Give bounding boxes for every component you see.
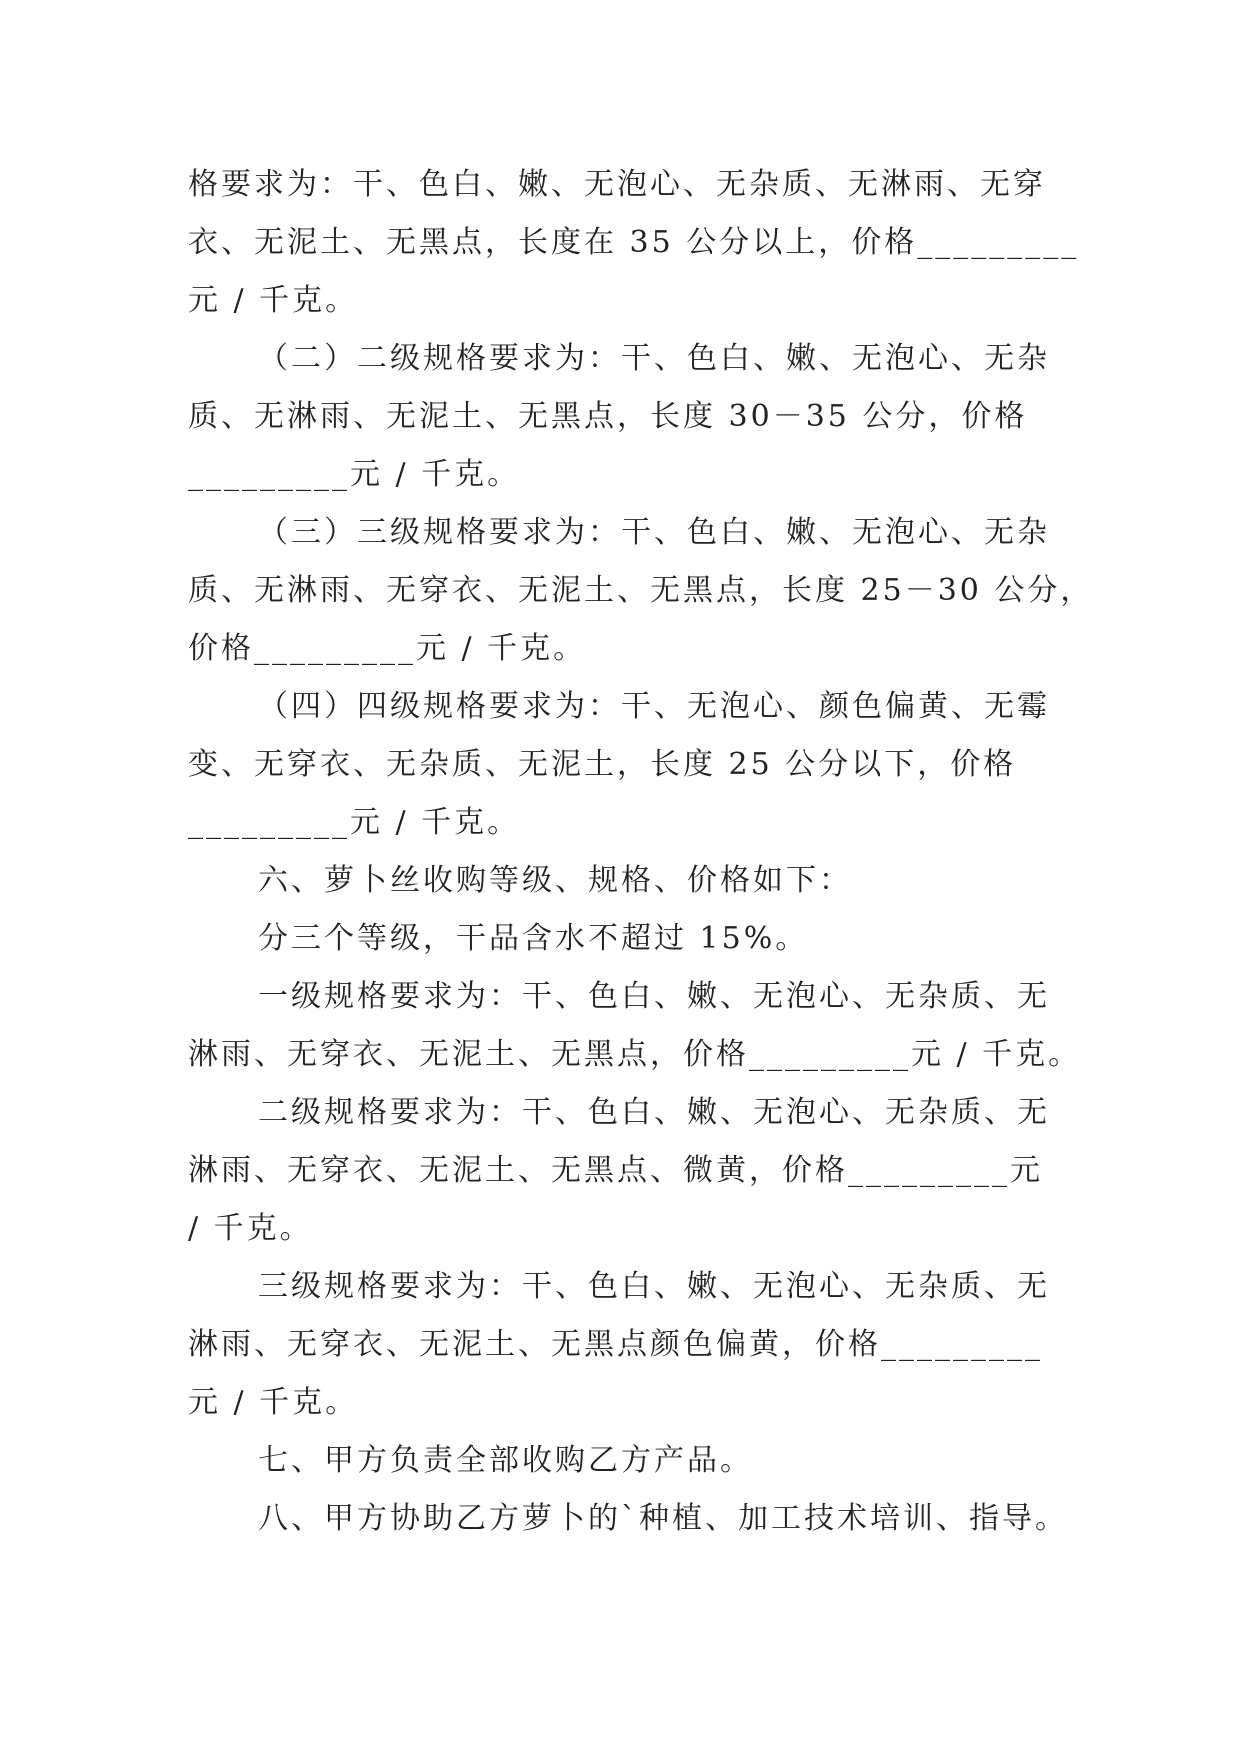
paragraph-start-grade-3: （三）三级规格要求为：干、色白、嫩、无泡心、无杂 [258, 515, 1050, 550]
text-line: 元 / 千克。 [188, 283, 359, 318]
paragraph-start-shred-grade-3: 三级规格要求为：干、色白、嫩、无泡心、无杂质、无 [258, 1269, 1050, 1304]
text-line: 质、无淋雨、无泥土、无黑点，长度 30－35 公分，价格 [188, 399, 1028, 434]
paragraph-start-grade-4: （四）四级规格要求为：干、无泡心、颜色偏黄、无霉 [258, 689, 1050, 724]
text-line: 质、无淋雨、无穿衣、无泥土、无黑点，长度 25－30 公分， [188, 573, 1094, 608]
section-heading-8: 八、甲方协助乙方萝卜的`种植、加工技术培训、指导。 [258, 1501, 1068, 1536]
text-line: 衣、无泥土、无黑点，长度在 35 公分以上，价格_________ [188, 225, 1080, 260]
paragraph-start-shred-grade-2: 二级规格要求为：干、色白、嫩、无泡心、无杂质、无 [258, 1095, 1050, 1130]
text-line: 格要求为：干、色白、嫩、无泡心、无杂质、无淋雨、无穿 [188, 167, 1046, 202]
text-line: 元 / 千克。 [188, 1385, 359, 1420]
text-line: 淋雨、无穿衣、无泥土、无黑点颜色偏黄，价格_________ [188, 1327, 1043, 1362]
text-line: 淋雨、无穿衣、无泥土、无黑点，价格_________元 / 千克。 [188, 1037, 1082, 1072]
paragraph-start-grade-2: （二）二级规格要求为：干、色白、嫩、无泡心、无杂 [258, 341, 1050, 376]
section-heading-7: 七、甲方负责全部收购乙方产品。 [258, 1443, 753, 1478]
document-page [188, 156, 1094, 1548]
section-heading-6: 六、萝卜丝收购等级、规格、价格如下： [258, 863, 852, 898]
text-line: 变、无穿衣、无杂质、无泥土，长度 25 公分以下，价格 [188, 747, 1017, 782]
text-line: 淋雨、无穿衣、无泥土、无黑点、微黄，价格_________元 [188, 1153, 1043, 1188]
paragraph-grades-intro: 分三个等级，干品含水不超过 15%。 [258, 921, 809, 956]
text-line: / 千克。 [188, 1211, 313, 1246]
paragraph-start-shred-grade-1: 一级规格要求为：干、色白、嫩、无泡心、无杂质、无 [258, 979, 1050, 1014]
text-line: _________元 / 千克。 [188, 457, 521, 492]
text-line: _________元 / 千克。 [188, 805, 521, 840]
text-line: 价格_________元 / 千克。 [188, 631, 587, 666]
